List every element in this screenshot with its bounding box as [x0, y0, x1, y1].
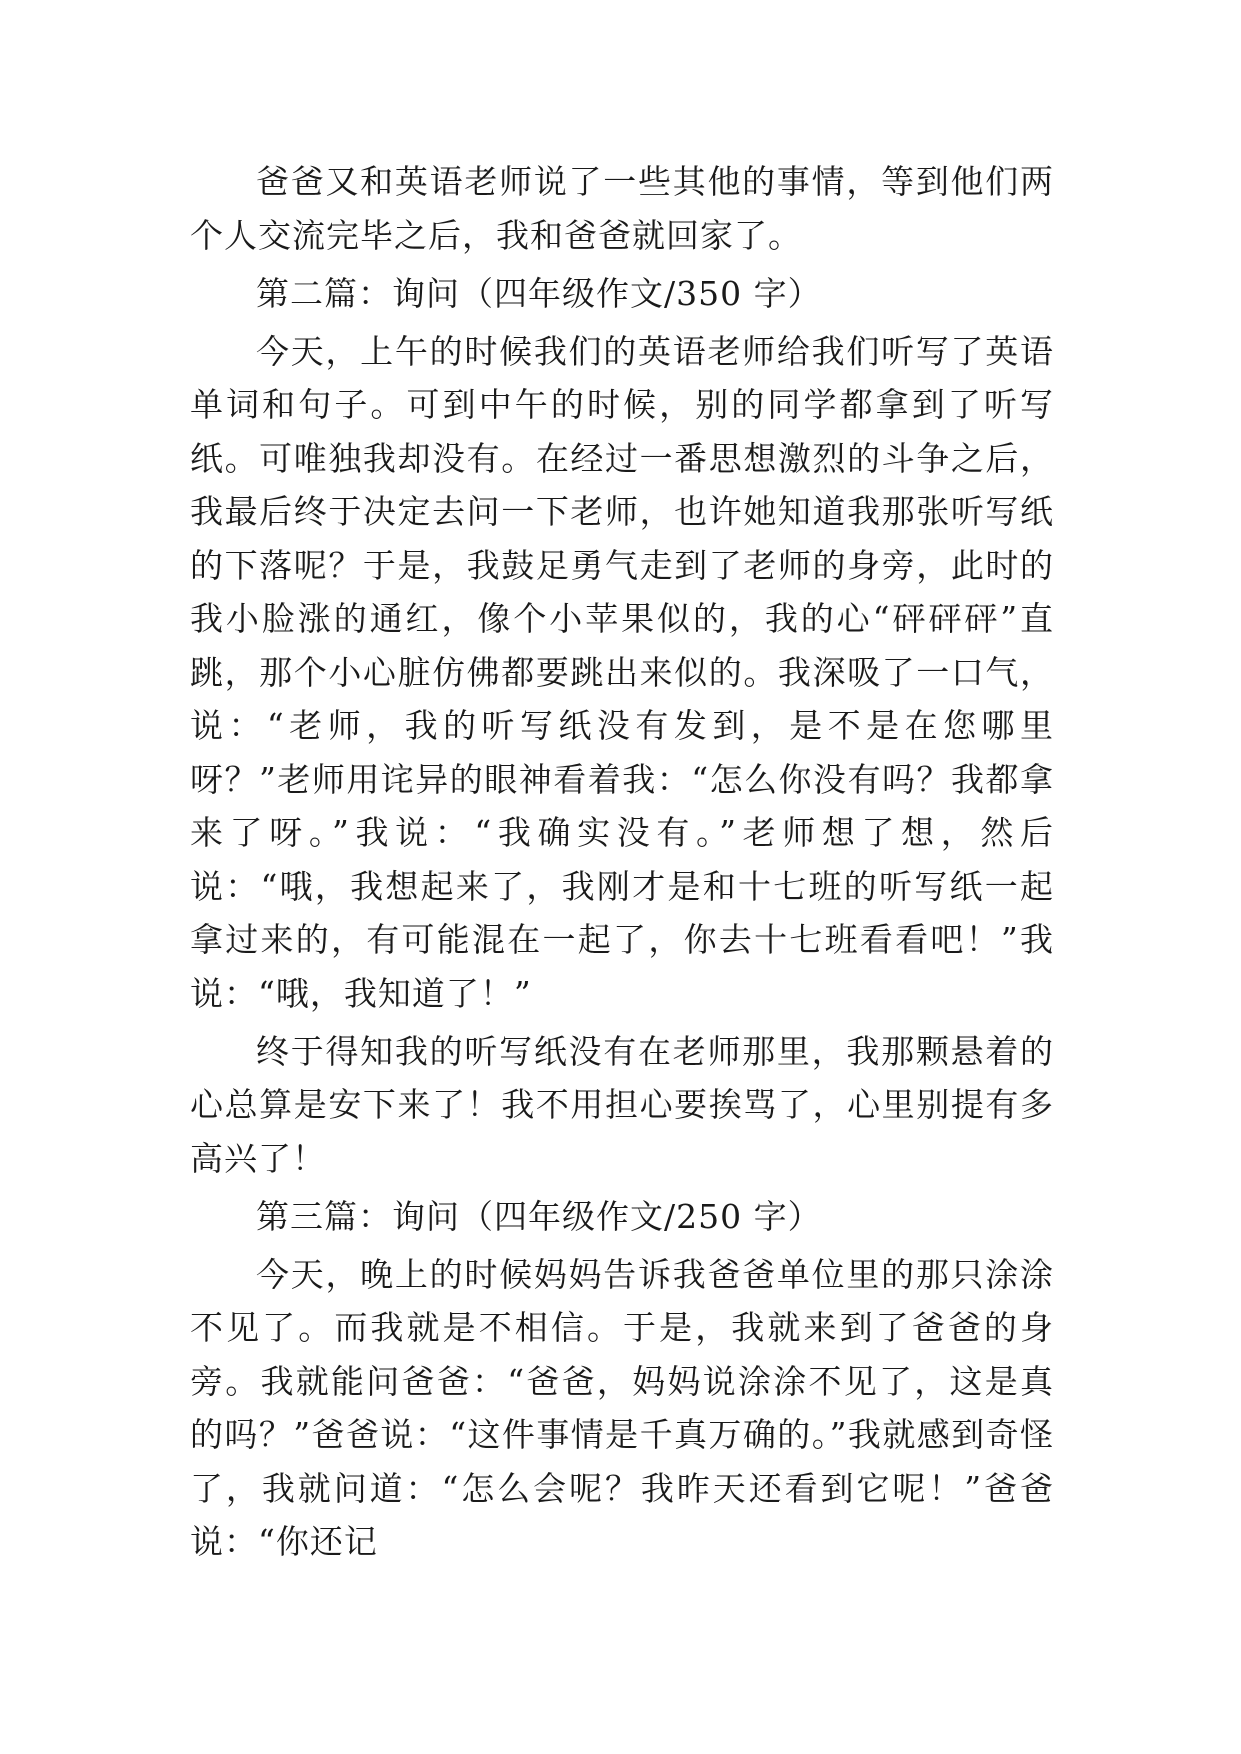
paragraph-second-essay-body: 今天，上午的时候我们的英语老师给我们听写了英语单词和句子。可到中午的时候，别的同学都拿到了听写纸。可唯独我却没有。在经过一番思想激烈的斗争之后，我最后终于决定去问一下老师，也许她知道我那张听写纸的下落呢？于是，我鼓足勇气走到了老师的身旁，此时的我小脸涨的通红，像个小苹果似的，我的心“砰砰砰”直跳，那个小心脏仿佛都要跳出来似的。我深吸了一口气，说：“老师，我的听写纸没有发到，是不是在您哪里呀？”老师用诧异的眼神看着我：“怎么你没有吗？我都拿来了呀。”我说：“我确实没有。”老师想了想，然后说：“哦，我想起来了，我刚才是和十七班的听写纸一起拿过来的，有可能混在一起了，你去十七班看看吧！”我说：“哦，我知道了！” — [190, 331, 1054, 1013]
essay-heading-second: 第二篇：询问（四年级作文/350 字） — [256, 273, 822, 313]
document-body — [190, 155, 1054, 1573]
paragraph-second-essay-ending: 终于得知我的听写纸没有在老师那里，我那颗悬着的心总算是安下来了！我不用担心要挨骂了，心里别提有多高兴了！ — [190, 1031, 1054, 1178]
paragraph-third-essay-body: 今天，晚上的时候妈妈告诉我爸爸单位里的那只涂涂不见了。而我就是不相信。于是，我就来到了爸爸的身旁。我就能问爸爸：“爸爸，妈妈说涂涂不见了，这是真的吗？”爸爸说：“这件事情是千真万确的。”我就感到奇怪了，我就问道：“怎么会呢？我昨天还看到它呢！”爸爸说：“你还记 — [190, 1254, 1054, 1561]
essay-heading-third: 第三篇：询问（四年级作文/250 字） — [256, 1196, 822, 1236]
paragraph-closing-first-essay: 爸爸又和英语老师说了一些其他的事情，等到他们两个人交流完毕之后，我和爸爸就回家了。 — [190, 162, 1054, 255]
